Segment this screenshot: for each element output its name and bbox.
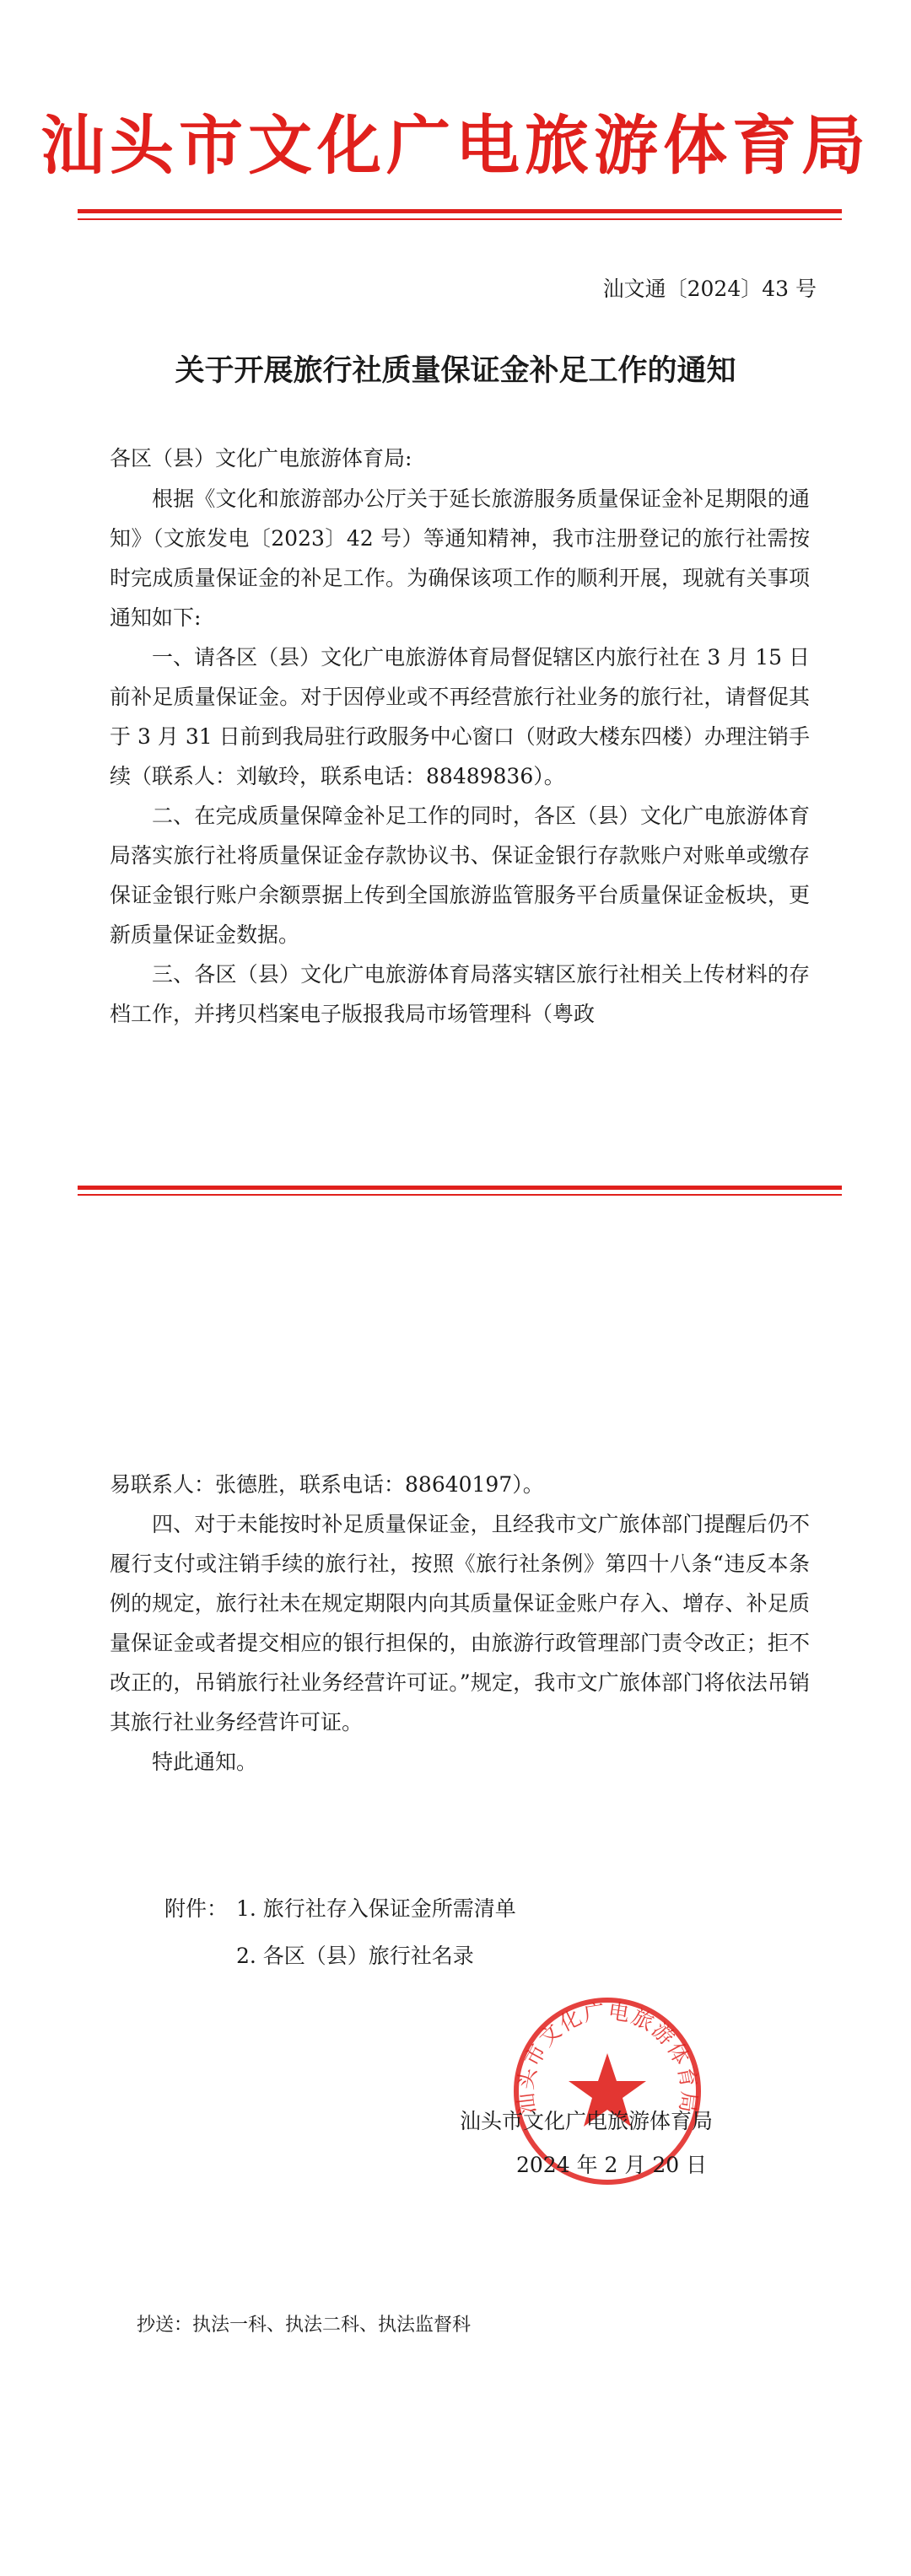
body-paragraph-item-3: 三、各区（县）文化广电旅游体育局落实辖区旅行社相关上传材料的存档工作，并拷贝档案电子版报我局市场管理科（粤政 (110, 962, 810, 1026)
page-break-rule-thick (78, 1186, 842, 1190)
body-paragraph-item-4: 四、对于未能按时补足质量保证金，且经我市文广旅体部门提醒后仍不履行支付或注销手续的旅行社，按照《旅行社条例》第四十八条“违反本条例的规定，旅行社未在规定期限内向其质量保证金账户存入、增存、补足质量保证金或者提交相应的银行担保的，由旅游行政管理部门责令改正；拒不改正的，吊销旅行社业务经营许可证。”规定，我市文广旅体部门将依法吊销其旅行社业务经营许可证。 (110, 1512, 810, 1734)
letterhead-rule-thin (78, 218, 842, 220)
attachment-item-1: 1. 旅行社存入保证金所需清单 (236, 1896, 516, 1921)
signature-date: 2024 年 2 月 20 日 (516, 2153, 708, 2177)
page-break-rule-thin (78, 1194, 842, 1196)
attachment-item-2: 2. 各区（县）旅行社名录 (236, 1944, 474, 1968)
signature-org: 汕头市文化广电旅游体育局 (460, 2109, 714, 2133)
body-paragraph-item-1: 一、请各区（县）文化广电旅游体育局督促辖区内旅行社在 3 月 15 日前补足质量保证金。对于因停业或不再经营旅行社业务的旅行社，请督促其于 3 月 31 日前到我局驻行政服务中心窗口（财政大楼东四楼）办理注销手续（联系人：刘敏玲，联系电话：88489836）。 (110, 645, 810, 788)
notice-title: 关于开展旅行社质量保证金补足工作的通知 (175, 353, 736, 388)
letterhead-org-name: 汕头市文化广电旅游体育局 (40, 108, 871, 183)
body-continuation: 易联系人：张德胜，联系电话：88640197）。 (110, 1472, 544, 1497)
letterhead-rule-thick (78, 209, 842, 213)
notice-body-page1 (110, 479, 810, 1034)
body-paragraph-item-2: 二、在完成质量保障金补足工作的同时，各区（县）文化广电旅游体育局落实旅行社将质量保证金存款协议书、保证金银行存款账户对账单或缴存保证金银行账户余额票据上传到全国旅游监管服务平台质量保证金板块，更新质量保证金数据。 (110, 804, 810, 947)
salutation: 各区（县）文化广电旅游体育局: (110, 446, 412, 471)
seal-ring-text: 汕头市文化广电旅游体育局 (513, 1998, 702, 2116)
notice-body-page2 (110, 1465, 810, 1782)
body-paragraph-intro: 根据《文化和旅游部办公厅关于延长旅游服务质量保证金补足期限的通知》（文旅发电〔2023〕42 号）等通知精神，我市注册登记的旅行社需按时完成质量保证金的补足工作。为确保该项工作的顺利开展，现就有关事项通知如下: (110, 487, 810, 630)
attachments-label: 附件： (164, 1896, 229, 1921)
document-number: 汕文通〔2024〕43 号 (602, 277, 817, 301)
cc-line: 抄送：执法一科、执法二科、执法监督科 (137, 2315, 472, 2336)
body-closing: 特此通知。 (152, 1750, 258, 1774)
